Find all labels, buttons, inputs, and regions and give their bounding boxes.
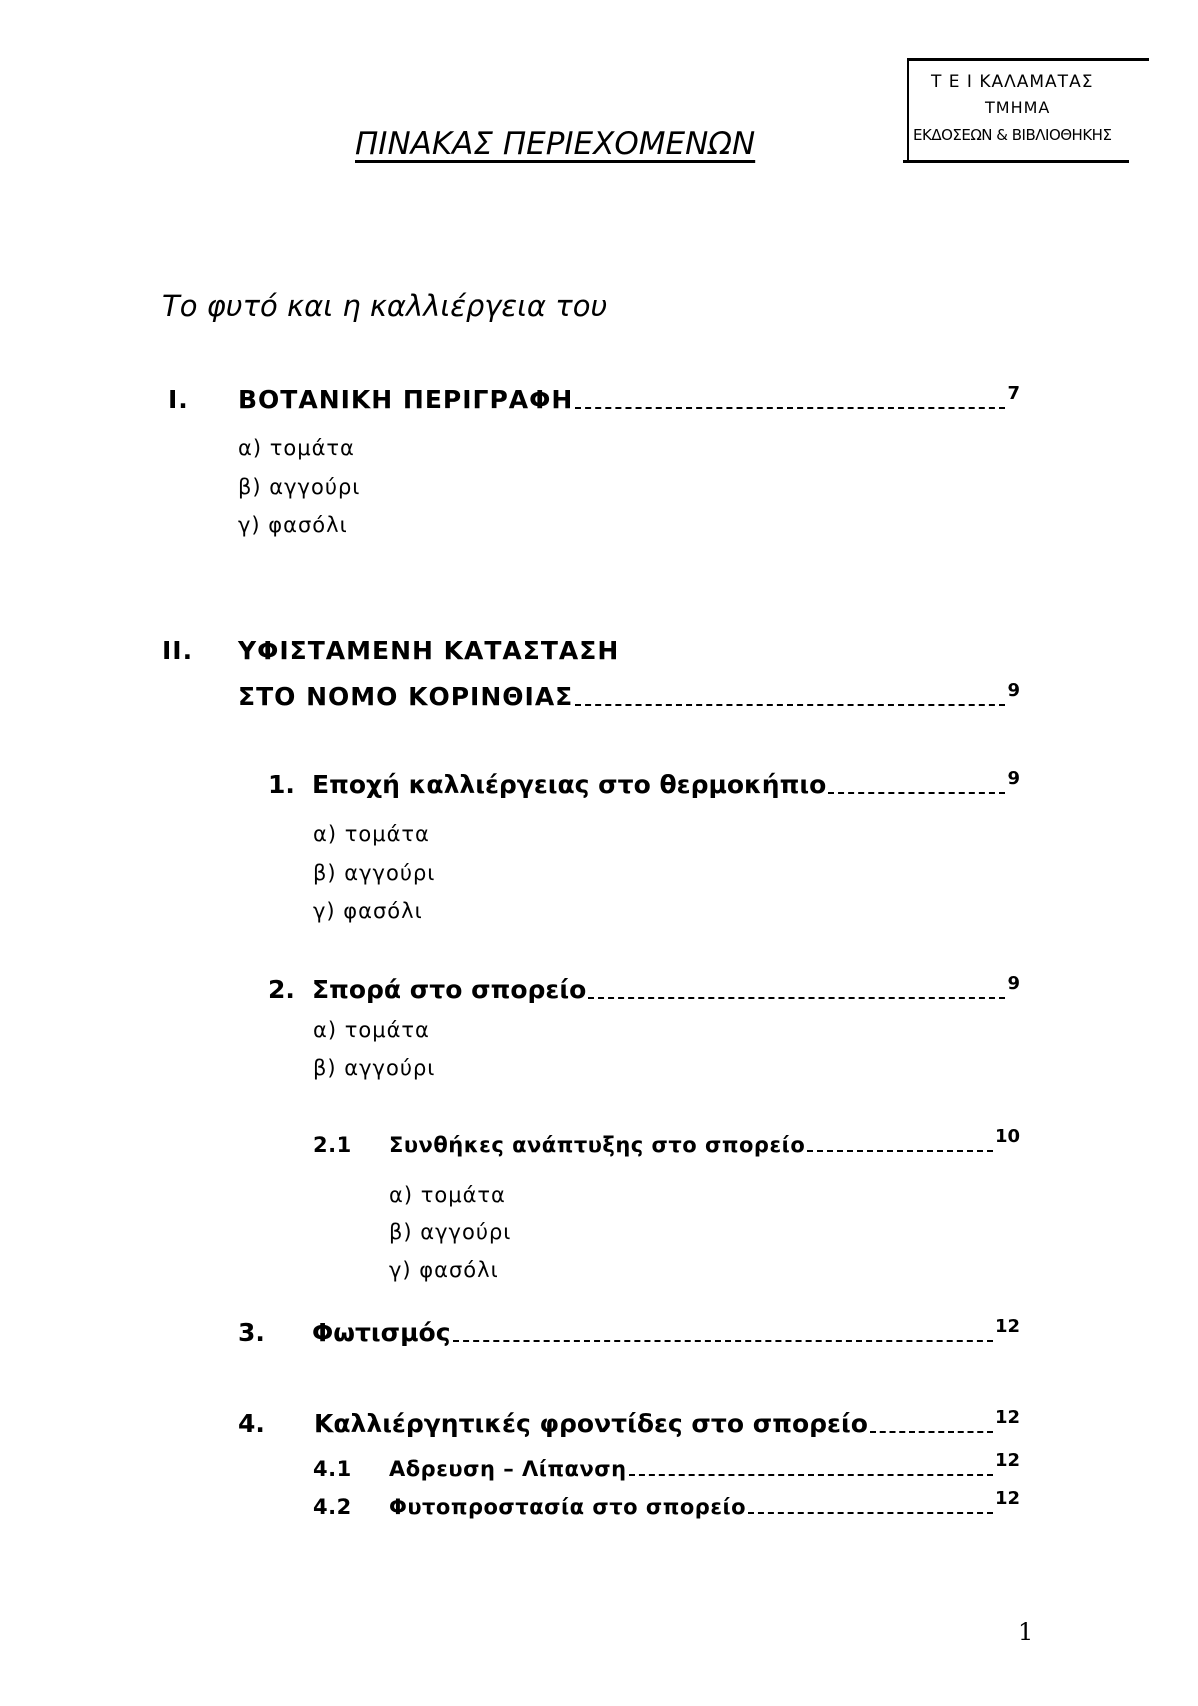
toc-section-title: ΥΦΙΣΤΑΜΕΝΗ ΚΑΤΑΣΤΑΣΗ <box>238 636 620 665</box>
list-item: α) τομάτα <box>389 1183 506 1207</box>
toc-leader <box>453 1340 993 1342</box>
toc-page-number: 9 <box>1007 768 1020 789</box>
page-number: 1 <box>1018 1618 1034 1646</box>
stamp-border-top <box>907 58 1149 61</box>
list-item: γ) φασόλι <box>389 1258 499 1282</box>
toc-entry-2-1 <box>313 1126 1020 1157</box>
toc-entry-4-1 <box>313 1450 1020 1481</box>
toc-section-number: II. <box>162 636 194 665</box>
toc-entry-title: Αδρευση – Λίπανση <box>389 1457 627 1481</box>
stamp-border-bottom <box>903 160 1129 163</box>
toc-entry-number: 3. <box>238 1318 265 1347</box>
toc-page-number: 7 <box>1007 383 1020 404</box>
list-item: γ) φασόλι <box>313 899 423 923</box>
document-title: ΠΙΝΑΚΑΣ ΠΕΡΙΕΧΟΜΕΝΩΝ <box>355 126 756 162</box>
toc-section-2 <box>238 682 1020 711</box>
toc-entry-title: Σπορά στο σπορείο <box>312 975 587 1004</box>
toc-leader <box>807 1150 993 1152</box>
toc-page-number: 12 <box>994 1407 1020 1428</box>
toc-entry-number: 2. <box>268 975 295 1004</box>
toc-leader <box>748 1512 993 1514</box>
toc-page-number: 12 <box>994 1316 1020 1337</box>
toc-entry-1 <box>268 770 1020 799</box>
toc-entry-number: 1. <box>268 770 295 799</box>
toc-section-title-cont: ΣΤΟ ΝΟΜΟ ΚΟΡΙΝΘΙΑΣ <box>238 682 574 711</box>
toc-section-number: I. <box>168 385 189 414</box>
list-item: α) τομάτα <box>313 1018 430 1042</box>
toc-page-number: 9 <box>1007 973 1020 994</box>
document-subtitle: Το φυτό και η καλλιέργεια του <box>162 289 608 323</box>
stamp-line-2: ΤΜΗΜΑ <box>985 98 1051 117</box>
toc-section-title: ΒΟΤΑΝΙΚΗ ΠΕΡΙΓΡΑΦΗ <box>238 385 574 414</box>
toc-entry-title: Φυτοπροστασία στο σπορείο <box>389 1495 747 1519</box>
toc-leader <box>828 792 1005 794</box>
list-item: β) αγγούρι <box>313 861 436 885</box>
stamp-line-3: ΕΚΔΟΣΕΩΝ & ΒΙΒΛΙΟΘΗΚΗΣ <box>913 126 1112 144</box>
toc-entry-number: 2.1 <box>313 1133 352 1157</box>
toc-entry-number: 4.2 <box>313 1495 352 1519</box>
toc-leader <box>588 997 1005 999</box>
toc-page-number: 10 <box>994 1126 1020 1147</box>
toc-entry-title: Φωτισμός <box>312 1318 451 1347</box>
toc-leader <box>629 1474 993 1476</box>
stamp-line-1: Τ Ε Ι ΚΑΛΑΜΑΤΑΣ <box>931 72 1094 92</box>
stamp-border-left <box>907 61 909 163</box>
toc-leader <box>575 407 1005 409</box>
toc-entry-3 <box>238 1318 1020 1347</box>
list-item: β) αγγούρι <box>389 1220 512 1244</box>
toc-entry-title: Καλλιέργητικές φροντίδες στο σπορείο <box>314 1409 868 1438</box>
list-item: α) τομάτα <box>313 822 430 846</box>
toc-page-number: 9 <box>1007 680 1020 701</box>
toc-entry-2 <box>268 975 1020 1004</box>
toc-entry-title: Συνθήκες ανάπτυξης στο σπορείο <box>389 1133 806 1157</box>
list-item: β) αγγούρι <box>238 475 361 499</box>
library-stamp <box>903 50 1149 162</box>
toc-leader <box>870 1431 993 1433</box>
toc-page-number: 12 <box>994 1450 1020 1471</box>
list-item: β) αγγούρι <box>313 1056 436 1080</box>
list-item: α) τομάτα <box>238 436 355 460</box>
list-item: γ) φασόλι <box>238 513 348 537</box>
toc-entry-4 <box>238 1409 1020 1438</box>
toc-leader <box>575 704 1005 706</box>
toc-entry-4-2 <box>313 1488 1020 1519</box>
toc-entry-title: Εποχή καλλιέργειας στο θερμοκήπιο <box>312 770 827 799</box>
toc-entry-number: 4.1 <box>313 1457 352 1481</box>
toc-page-number: 12 <box>994 1488 1020 1509</box>
toc-entry-number: 4. <box>238 1409 265 1438</box>
toc-section-1 <box>168 385 1020 414</box>
